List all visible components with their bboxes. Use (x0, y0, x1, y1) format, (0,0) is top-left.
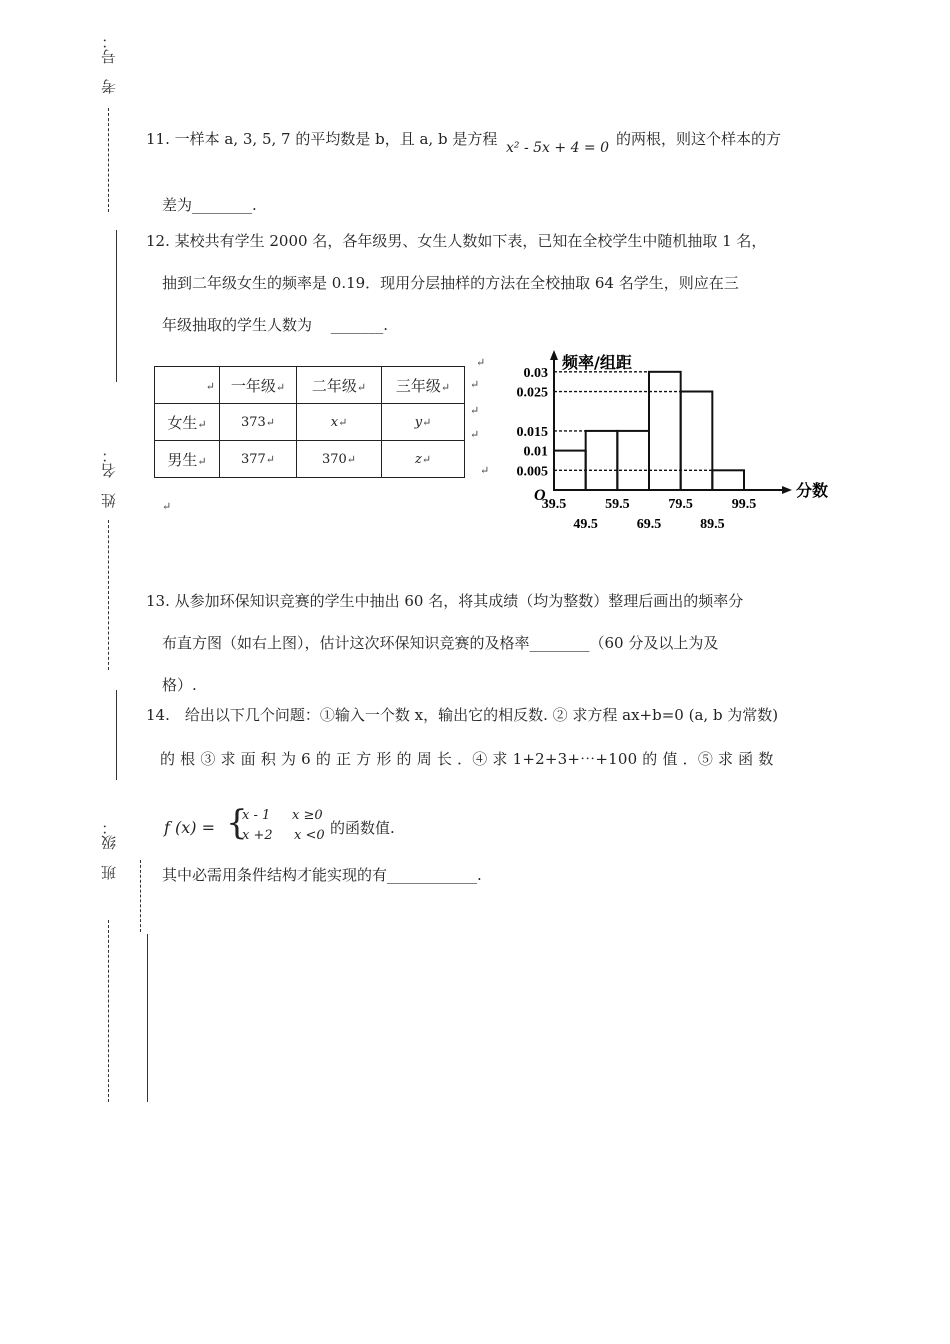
q12-line1: 12. 某校共有学生 2000 名，各年级男、女生人数如下表，已知在全校学生中随机抽取 1 名， (146, 232, 767, 250)
q11-text: 11. 一样本 a, 3, 5, 7 的平均数是 b，且 a, b 是方程 (146, 130, 498, 148)
table-cell: 373↵ (220, 404, 297, 441)
margin-solid-line-1 (116, 230, 117, 382)
y-tick-label: 0.01 (523, 444, 548, 460)
q13-line3: 格）. (162, 676, 197, 694)
x-tick-label: 69.5 (636, 517, 662, 532)
table-return-mark: ↵ (470, 428, 480, 441)
grade-gender-table (154, 366, 465, 478)
q14-case1-cond: x ≥0 (292, 808, 323, 823)
y-tick-label: 0.03 (523, 365, 548, 381)
q11-line1-tail: 的两根，则这个样本的方 (616, 130, 782, 148)
table-cell: y↵ (382, 404, 465, 441)
y-tick-label: 0.025 (516, 385, 548, 401)
table-cell: 女生↵ (155, 404, 220, 441)
q11-line2: 差为________. (162, 196, 257, 214)
histogram-bar (586, 431, 618, 490)
table-cell: 377↵ (220, 441, 297, 478)
margin-solid-line-2 (116, 690, 117, 780)
x-tick-label: 79.5 (668, 497, 693, 512)
q14-case2-cond: x <0 (294, 828, 325, 843)
q14-line2: 的 根 ③ 求 面 积 为 6 的 正 方 形 的 周 长 ．④ 求 1+2+3+⋯+100 的 值 ．⑤ 求 函 数 (160, 750, 774, 768)
q14-case1-expr: x - 1 (242, 808, 271, 823)
q14-brace: { (226, 803, 248, 843)
y-axis-label: 频率/组距 (562, 353, 632, 372)
x-axis-label: 分数 (796, 481, 829, 500)
class-label: 班 级： (100, 820, 118, 880)
x-tick-label: 39.5 (541, 497, 567, 512)
frequency-histogram (490, 348, 829, 538)
margin-dashed-line-2 (108, 520, 109, 670)
table-return-mark: ↵ (470, 378, 480, 391)
q14-line4: 其中必需用条件结构才能实现的有____________. (162, 866, 482, 884)
table-return-mark: ↵ (476, 356, 486, 369)
name-label: 姓 名： (100, 448, 118, 508)
margin-dashed-line-1 (108, 108, 109, 212)
table-cell: 370↵ (297, 441, 382, 478)
x-tick-label: 89.5 (700, 517, 725, 532)
q11-equation: x² - 5x + 4 = 0 (506, 140, 610, 156)
table-header-cell: 一年级↵ (220, 367, 297, 404)
x-tick-label: 99.5 (731, 497, 757, 512)
table-return-mark: ↵ (162, 500, 172, 513)
y-tick-label: 0.015 (516, 424, 548, 440)
q12-line2: 抽到二年级女生的频率是 0.19．现用分层抽样的方法在全校抽取 64 名学生，则应在三 (162, 274, 739, 292)
q13-line1: 13. 从参加环保知识竞赛的学生中抽出 60 名，将其成绩（均为整数）整理后画出的频率分 (146, 592, 744, 610)
margin-dashed-line-4 (140, 860, 141, 932)
q12-line3 (162, 314, 388, 335)
margin-solid-line-3 (147, 934, 148, 1102)
table-return-mark: ↵ (480, 464, 490, 477)
table-corner-cell: ↵ (155, 367, 220, 404)
histogram-bar (712, 470, 744, 490)
table-cell: 男生↵ (155, 441, 220, 478)
histogram-bar (649, 372, 681, 490)
q14-func-tail: 的函数值. (330, 819, 395, 837)
table-cell: z↵ (382, 441, 465, 478)
histogram-bar (617, 431, 649, 490)
table-return-mark: ↵ (470, 404, 480, 417)
y-tick-label: 0.005 (516, 464, 548, 480)
histogram-bar (681, 392, 713, 490)
q13-line2: 布直方图（如右上图），估计这次环保知识竞赛的及格率________（60 分及以上为及 (162, 634, 719, 652)
y-axis-arrow (550, 350, 558, 360)
table-header-row (155, 367, 465, 404)
q14-line1: 14. 给出以下几个问题：①输入一个数 x，输出它的相反数. ② 求方程 ax+b=0 (a, b 为常数) (146, 706, 779, 724)
table-row (155, 404, 465, 441)
table-header-cell: 三年级↵ (382, 367, 465, 404)
q14-case2-expr: x +2 (242, 828, 273, 843)
origin-label: O (534, 487, 546, 504)
x-tick-label: 49.5 (573, 517, 598, 532)
q11-line1 (146, 128, 497, 149)
q12-blank: _______. (330, 316, 389, 334)
x-tick-label: 59.5 (605, 497, 630, 512)
table-cell: x↵ (297, 404, 382, 441)
x-axis-arrow (782, 486, 792, 494)
margin-dashed-line-3 (108, 920, 109, 1102)
exam-no-label: 考 号： (100, 34, 118, 94)
q12-line3-text: 年级抽取的学生人数为 (162, 316, 313, 334)
q14-func-lhs: f (x) = (164, 818, 216, 837)
table-header-cell: 二年级↵ (297, 367, 382, 404)
table-row (155, 441, 465, 478)
